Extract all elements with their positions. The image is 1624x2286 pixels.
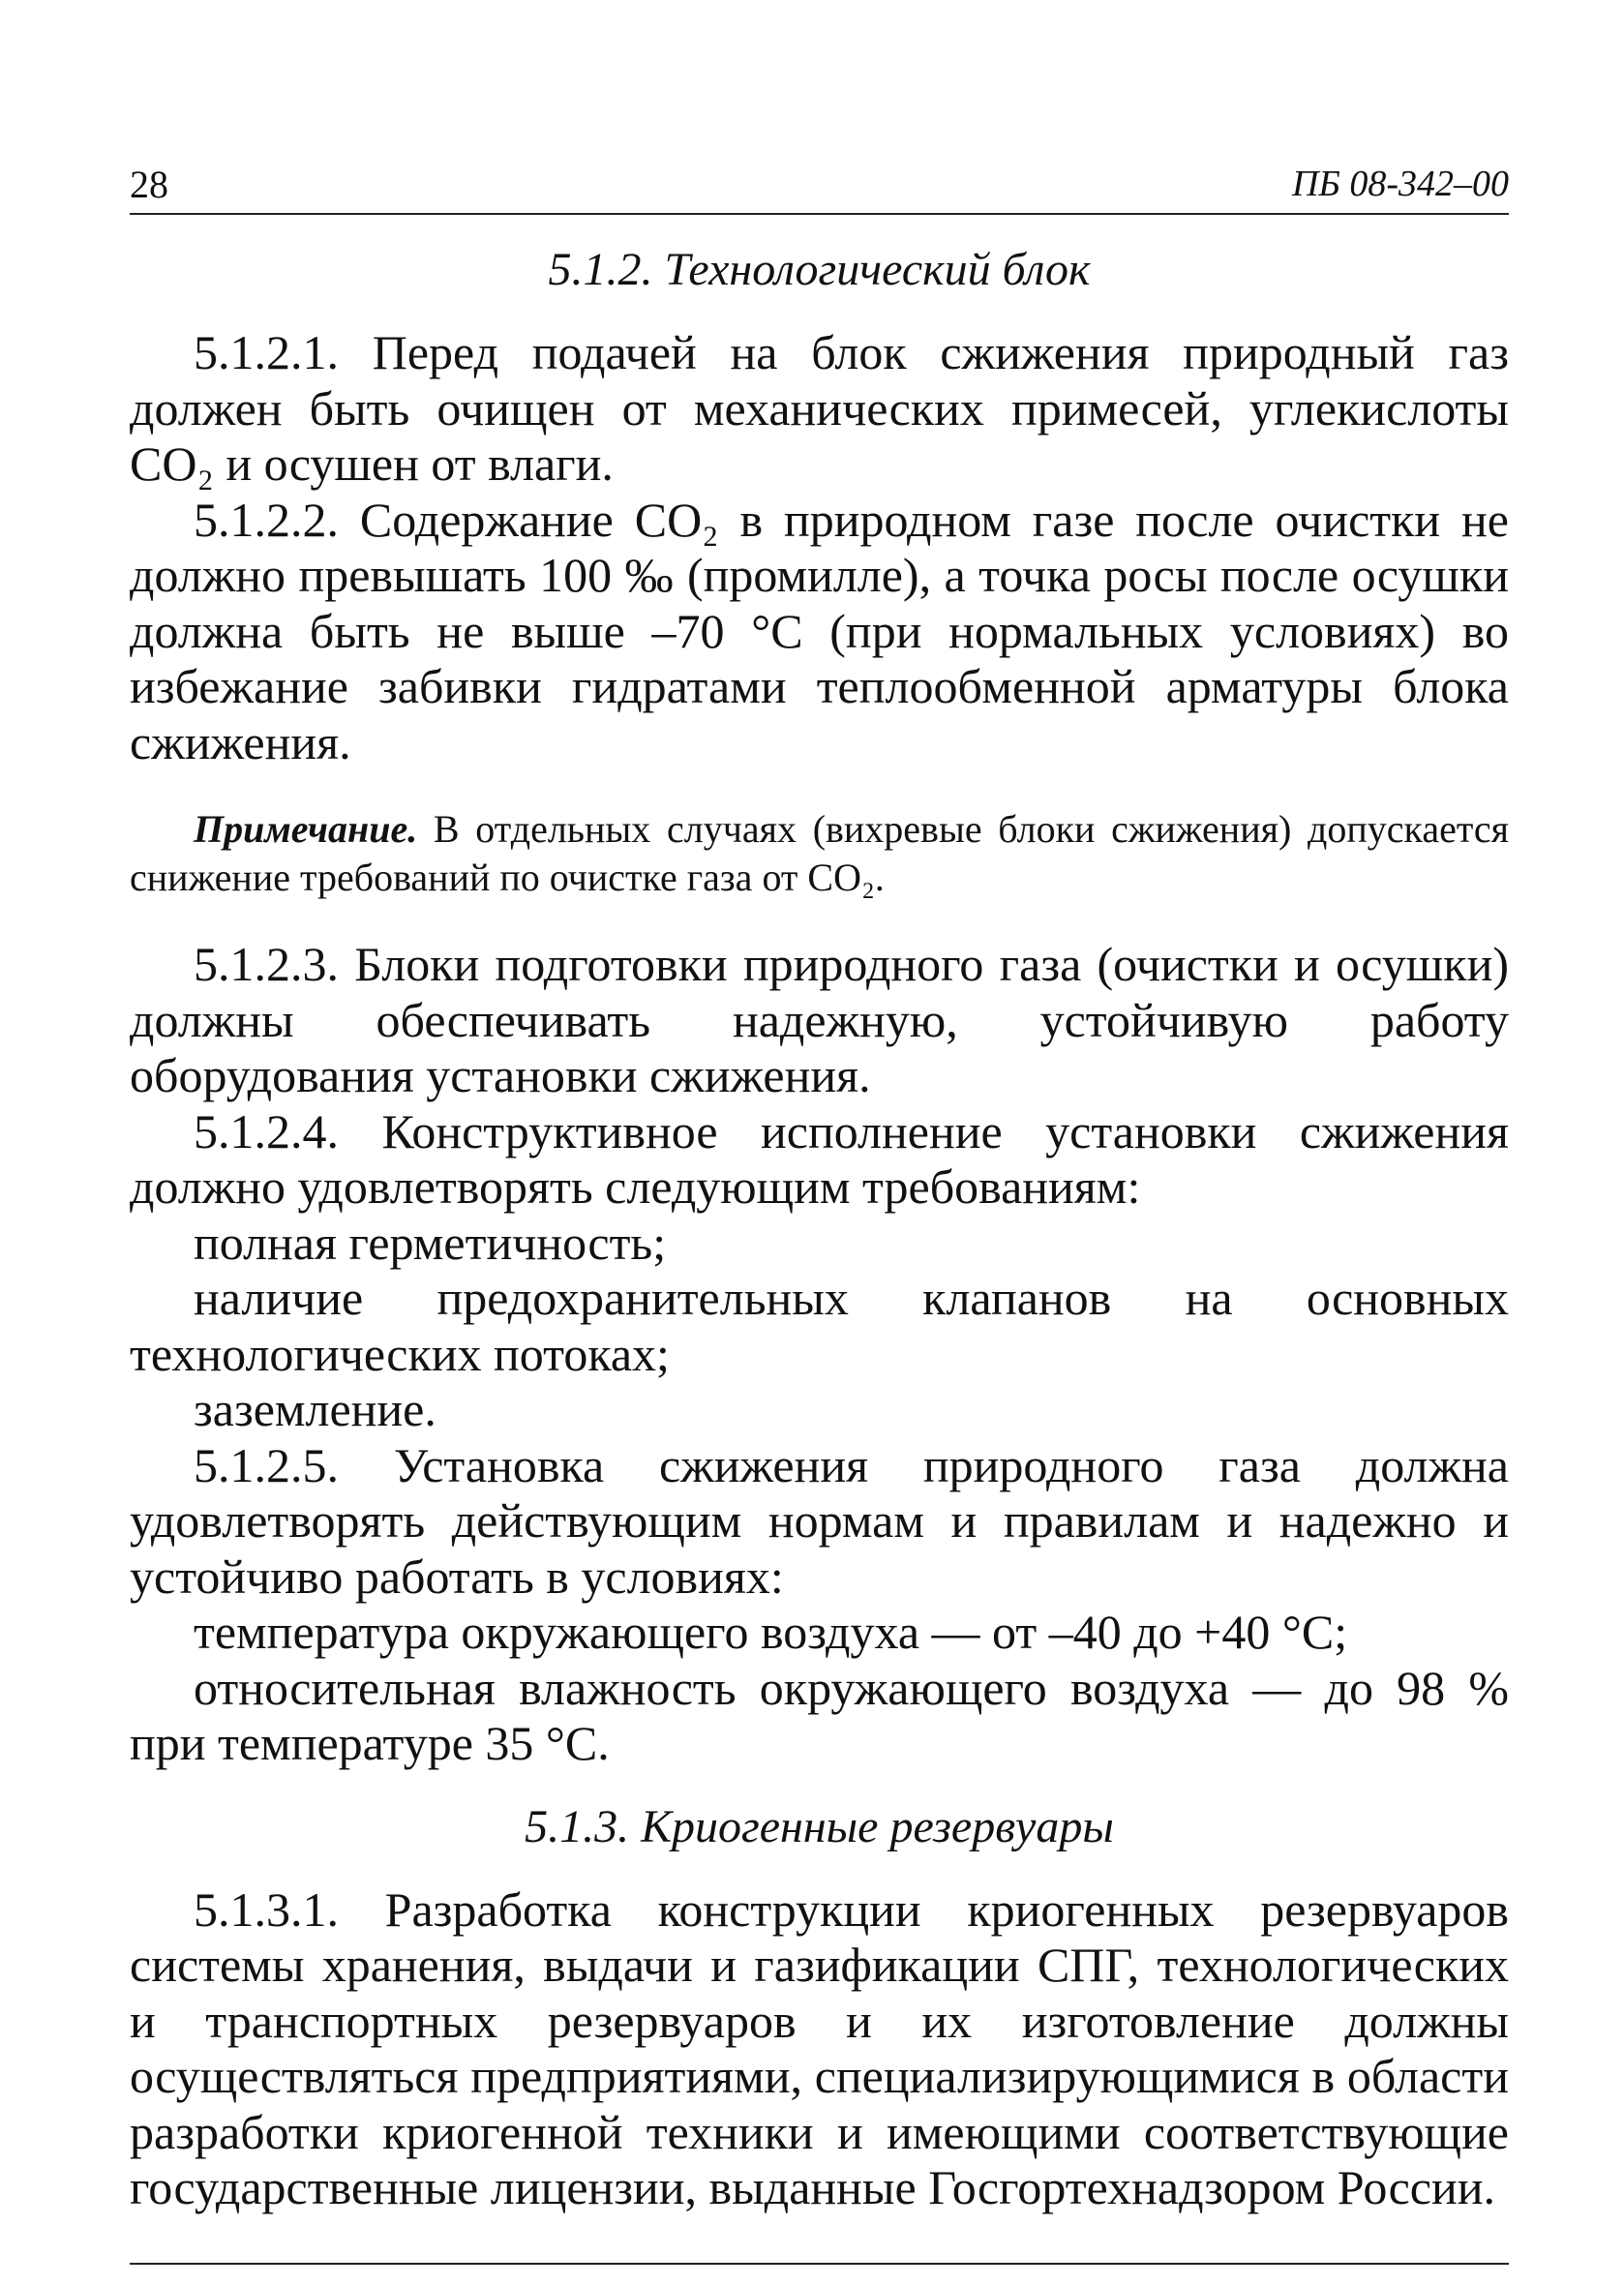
note-label: Примечание. [194, 807, 418, 851]
paragraph-5-1-2-2: 5.1.2.2. Содержание CO₂ в природном газе после очистки не должно превышать 100 ‰ (промилле), а точка росы после осушки должна быть не выше –70 °C (при нормальных условиях) во избежание забивки гидратами теплообменной арматуры блока сжижения. [130, 492, 1509, 769]
page-header [130, 145, 1509, 215]
document-page [130, 145, 1509, 2265]
section-title-cryogenic-tanks: 5.1.3. Криогенные резервуары [525, 1800, 1114, 1852]
paragraph-5-1-2-3: 5.1.2.3. Блоки подготовки природного газа (очистки и осушки) должны обеспечивать надежную, устойчивую работу оборудования установки сжижения. [130, 937, 1509, 1102]
section-title-technological-block: 5.1.2. Технологический блок [548, 244, 1091, 295]
note [130, 805, 1509, 902]
footer-divider [130, 2263, 1509, 2265]
paragraph-5-1-2-4: 5.1.2.4. Конструктивное исполнение установки сжижения должно удовлетворять следующим требованиям: [130, 1103, 1509, 1214]
paragraph-5-1-3-1: 5.1.3.1. Разработка конструкции криогенных резервуаров системы хранения, выдачи и газификации СПГ, технологических и транспортных резервуаров и их изготовление должны осуществляться предприятиями, специализирующимися в области разработки криогенной техники и имеющими соответствующие государственные лицензии, выданные Госгортехнадзором России. [130, 1881, 1509, 2214]
document-code: ПБ 08-342–00 [1291, 164, 1509, 204]
requirement-item: полная герметичность; [194, 1215, 667, 1270]
condition-item: относительная влажность окружающего воздуха — до 98 % при температуре 35 °C. [130, 1660, 1509, 1770]
requirement-item: наличие предохранительных клапанов на основных технологических потоках; [130, 1271, 1509, 1381]
note-text: В отдельных случаях (вихревые блоки сжижения) допускается снижение требований по очистке газа от CO₂. [130, 807, 1509, 899]
requirement-item: заземление. [194, 1382, 436, 1436]
condition-item: температура окружающего воздуха — от –40 до +40 °C; [194, 1605, 1348, 1659]
page-number: 28 [130, 163, 168, 206]
paragraph-5-1-2-5: 5.1.2.5. Установка сжижения природного газа должна удовлетворять действующим нормам и правилам и надежно и устойчиво работать в условиях: [130, 1437, 1509, 1604]
paragraph-5-1-2-1: 5.1.2.1. Перед подачей на блок сжижения природный газ должен быть очищен от механических примесей, углекислоты CO₂ и осушен от влаги. [130, 325, 1509, 491]
